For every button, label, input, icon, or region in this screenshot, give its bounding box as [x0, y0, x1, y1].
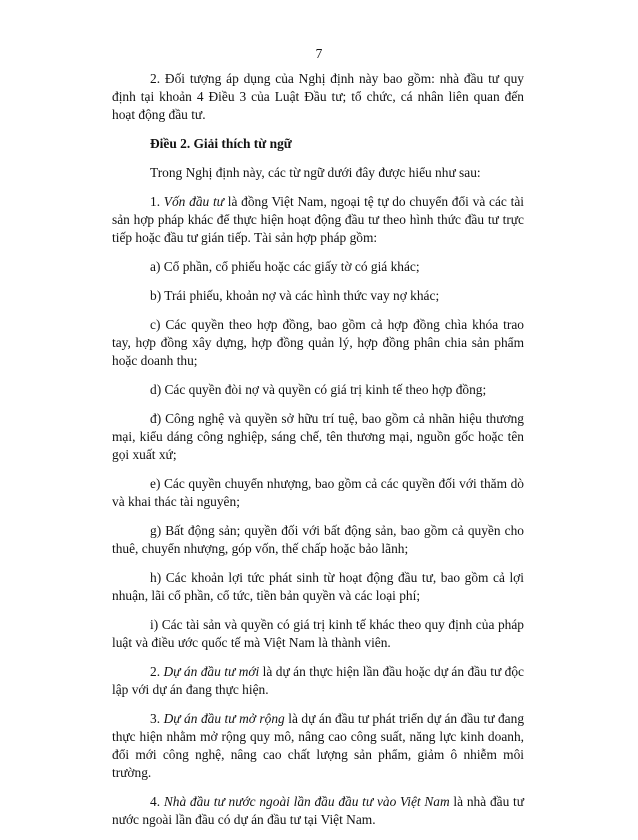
list-item-dd: đ) Công nghệ và quyền sở hữu trí tuệ, bao gồm cả nhãn hiệu thương mại, kiểu dáng công nghiệp, sáng chế, tên thương mại, nguồn gốc hoặc tên gọi xuất xứ;	[112, 411, 524, 462]
defined-term: Vốn đầu tư	[163, 194, 224, 209]
definition-expansion-project	[112, 710, 524, 782]
list-item-g: g) Bất động sản; quyền đối với bất động sản, bao gồm cả quyền cho thuê, chuyển nhượng, góp vốn, thế chấp hoặc bảo lãnh;	[112, 523, 524, 556]
definition-text: là đồng Việt Nam, ngoại tệ tự do chuyển đổi và các tài sản hợp pháp khác để thực hiện hoạt động đầu tư theo hình thức đầu tư trực tiếp hoặc đầu tư gián tiếp. Tài sản hợp pháp gồm:	[112, 194, 524, 245]
definition-number: 4.	[150, 794, 164, 809]
defined-term: Nhà đầu tư nước ngoài lần đầu đầu tư vào Việt Nam	[163, 794, 450, 809]
list-item-b: b) Trái phiếu, khoản nợ và các hình thức vay nợ khác;	[150, 288, 440, 303]
definition-text: là nhà đầu tư nước ngoài lần đầu có dự án đầu tư tại Việt Nam.	[112, 794, 525, 827]
defined-term: Dự án đầu tư mở rộng	[163, 711, 285, 726]
paragraph-intro: Trong Nghị định này, các từ ngữ dưới đây được hiểu như sau:	[150, 165, 481, 180]
page-number: 7	[315, 46, 323, 61]
definition-text: là dự án thực hiện lần đầu hoặc dự án đầu tư độc lập với dự án đang thực hiện.	[112, 664, 525, 697]
defined-term: Dự án đầu tư mới	[163, 664, 260, 679]
list-item-d: d) Các quyền đòi nợ và quyền có giá trị kinh tế theo hợp đồng;	[150, 382, 487, 397]
definition-investment-capital	[112, 193, 524, 247]
list-item-c: c) Các quyền theo hợp đồng, bao gồm cả hợp đồng chìa khóa trao tay, hợp đồng xây dựng, hợp đồng quản lý, hợp đồng phân chia sản phẩm hoặc doanh thu;	[112, 317, 524, 368]
paragraph-scope: 2. Đối tượng áp dụng của Nghị định này bao gồm: nhà đầu tư quy định tại khoản 4 Điều 3 của Luật Đầu tư; tổ chức, cá nhân liên quan đến hoạt động đầu tư.	[112, 71, 524, 122]
definition-number: 2.	[150, 664, 164, 679]
document-body	[112, 70, 524, 840]
list-item-h: h) Các khoản lợi tức phát sinh từ hoạt động đầu tư, bao gồm cả lợi nhuận, lãi cổ phần, cổ tức, tiền bản quyền và các loại phí;	[112, 570, 524, 603]
definition-new-project	[112, 663, 524, 699]
list-item-e: e) Các quyền chuyển nhượng, bao gồm cả các quyền đối với thăm dò và khai thác tài nguyên;	[112, 476, 524, 509]
definition-first-foreign-investor	[112, 793, 524, 829]
list-item-a: a) Cổ phần, cổ phiếu hoặc các giấy tờ có giá khác;	[150, 259, 420, 274]
list-item-i: i) Các tài sản và quyền có giá trị kinh tế khác theo quy định của pháp luật và điều ước quốc tế mà Việt Nam là thành viên.	[112, 617, 524, 650]
definition-text: là dự án đầu tư phát triển dự án đầu tư đang thực hiện nhằm mở rộng quy mô, nâng cao công suất, năng lực kinh doanh, đổi mới công nghệ, nâng cao chất lượng sản phẩm, giảm ô nhiễm môi trường.	[112, 711, 525, 780]
definition-number: 3.	[150, 711, 164, 726]
definition-number: 1.	[150, 194, 164, 209]
article-heading: Điều 2. Giải thích từ ngữ	[150, 136, 292, 151]
